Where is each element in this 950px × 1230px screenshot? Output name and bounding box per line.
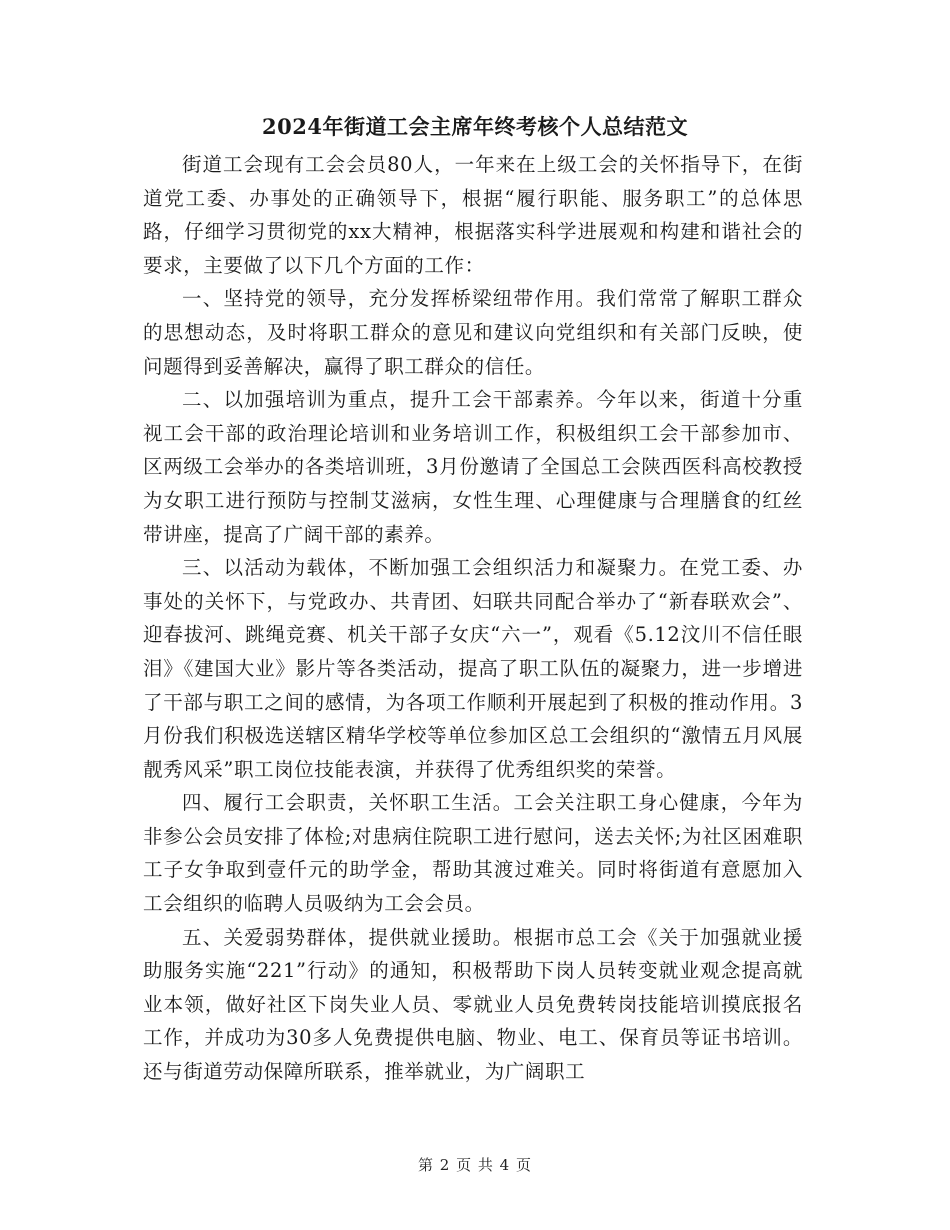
page-number-footer: 第 2 页 共 4 页 <box>418 1156 532 1174</box>
paragraph-section-4: 四、履行工会职责，关怀职工生活。工会关注职工身心健康，今年为非参公会员安排了体检;对患病住院职工进行慰问，送去关怀;为社区困难职工子女争取到壹仟元的助学金，帮助其渡过难关。同时将街道有意愿加入工会组织的临聘人员吸纳为工会会员。 <box>143 791 803 916</box>
paragraph-intro: 街道工会现有工会会员80人，一年来在上级工会的关怀指导下，在街道党工委、办事处的正确领导下，根据“履行职能、服务职工”的总体思路，仔细学习贯彻党的xx大精神，根据落实科学进展观和构建和谐社会的要求，主要做了以下几个方面的工作： <box>143 153 803 277</box>
document-body <box>143 148 803 1089</box>
paragraph-section-2: 二、以加强培训为重点，提升工会干部素养。今年以来，街道十分重视工会干部的政治理论培训和业务培训工作，积极组织工会干部参加市、区两级工会举办的各类培训班，3月份邀请了全国总工会陕西医科高校教授为女职工进行预防与控制艾滋病，女性生理、心理健康与合理膳食的红丝带讲座，提高了广阔干部的素养。 <box>143 388 803 546</box>
paragraph-section-1: 一、坚持党的领导，充分发挥桥梁纽带作用。我们常常了解职工群众的思想动态，及时将职工群众的意见和建议向党组织和有关部门反映，使问题得到妥善解决，赢得了职工群众的信任。 <box>143 287 803 378</box>
document-title: 2024年街道工会主席年终考核个人总结范文 <box>262 114 688 139</box>
paragraph-section-5: 五、关爱弱势群体，提供就业援助。根据市总工会《关于加强就业援助服务实施“221”行动》的通知，积极帮助下岗人员转变就业观念提高就业本领，做好社区下岗失业人员、零就业人员免费转岗技能培训摸底报名工作，并成功为30多人免费提供电脑、物业、电工、保育员等证书培训。还与街道劳动保障所联系，推举就业，为广阔职工 <box>143 925 803 1084</box>
paragraph-section-3: 三、以活动为载体，不断加强工会组织活力和凝聚力。在党工委、办事处的关怀下，与党政办、共青团、妇联共同配合举办了“新春联欢会”、迎春拔河、跳绳竞赛、机关干部子女庆“六一”，观看《5.12汶川不信任眼泪》《建国大业》影片等各类活动，提高了职工队伍的凝聚力，进一步增进了干部与职工之间的感情，为各项工作顺利开展起到了积极的推动作用。3月份我们积极选送辖区精华学校等单位参加区总工会组织的“激情五月风展靓秀风采”职工岗位技能表演，并获得了优秀组织奖的荣誉。 <box>143 556 803 781</box>
